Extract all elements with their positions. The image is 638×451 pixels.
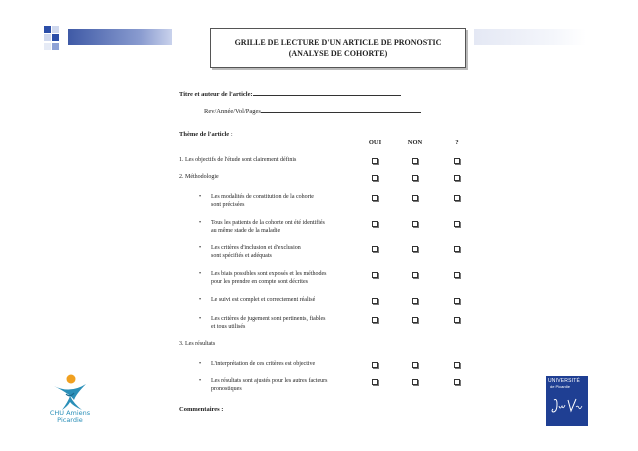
bullet-icon: • <box>199 316 202 322</box>
checkbox-unknown[interactable] <box>454 158 460 164</box>
header-decoration-bar-left <box>68 29 172 45</box>
checkbox-unknown[interactable] <box>454 175 460 181</box>
checkbox-non[interactable] <box>412 158 418 164</box>
chu-logo-text: CHU Amiens Picardie <box>49 409 91 424</box>
checkbox-oui[interactable] <box>372 272 378 278</box>
checkbox-unknown[interactable] <box>454 272 460 278</box>
question-text: au même stade de la maladie <box>211 227 281 234</box>
checkbox-oui[interactable] <box>372 246 378 252</box>
field-title-author-line <box>253 89 401 96</box>
jules-verne-signature-icon <box>551 396 583 416</box>
checkbox-non[interactable] <box>412 317 418 323</box>
checkbox-unknown[interactable] <box>454 246 460 252</box>
field-title-author-label: Titre et auteur de l'article: <box>179 91 253 98</box>
column-header-oui: OUI <box>368 139 382 146</box>
question-text: Les biais possibles sont exposés et les méthodes <box>211 271 327 277</box>
question-text: sont spécifiés et adéquats <box>211 252 272 259</box>
checkbox-unknown[interactable] <box>454 379 460 385</box>
checkbox-non[interactable] <box>412 221 418 227</box>
checkbox-non[interactable] <box>412 362 418 368</box>
header-decoration-bar-right <box>474 29 586 45</box>
checkbox-unknown[interactable] <box>454 317 460 323</box>
field-title-author <box>179 89 401 98</box>
field-reference-line <box>261 106 421 113</box>
checkbox-unknown[interactable] <box>454 362 460 368</box>
checkbox-non[interactable] <box>412 175 418 181</box>
chu-figure-icon <box>40 372 100 412</box>
field-reference-label: Rev/Année/Vol/Pages <box>204 108 261 115</box>
bullet-icon: • <box>199 361 202 367</box>
checkbox-non[interactable] <box>412 246 418 252</box>
checkbox-oui[interactable] <box>372 195 378 201</box>
universite-picardie-logo: UNIVERSITÉ de Picardie <box>546 376 588 426</box>
column-header-unknown: ? <box>455 139 459 146</box>
checkbox-unknown[interactable] <box>454 221 460 227</box>
checkbox-oui[interactable] <box>372 221 378 227</box>
checkbox-non[interactable] <box>412 298 418 304</box>
bullet-icon: • <box>199 271 202 277</box>
document-title-box <box>210 28 466 68</box>
bullet-icon: • <box>199 378 202 384</box>
comments-label: Commentaires : <box>179 406 224 413</box>
bullet-icon: • <box>199 245 202 251</box>
header-decoration-squares <box>44 26 60 52</box>
question-text: 2. Méthodologie <box>179 174 219 180</box>
bullet-icon: • <box>199 194 202 200</box>
theme-label: Thème de l'article : <box>179 131 233 138</box>
checkbox-non[interactable] <box>412 195 418 201</box>
question-text: Les critères de jugement sont pertinents, fiables <box>211 316 326 322</box>
checkbox-oui[interactable] <box>372 298 378 304</box>
question-text: Les modalités de constitution de la cohorte <box>211 194 314 200</box>
question-text: pronostiques <box>211 385 242 392</box>
question-text: pour les prendre en compte sont décrites <box>211 278 308 285</box>
checkbox-oui[interactable] <box>372 175 378 181</box>
question-text: sont précisées <box>211 201 245 208</box>
checkbox-oui[interactable] <box>372 158 378 164</box>
field-reference <box>204 106 421 115</box>
bullet-icon: • <box>199 220 202 226</box>
question-text: et tous utilisés <box>211 323 246 330</box>
question-text: L'interprétation de ces critères est objective <box>211 361 316 367</box>
document-title: GRILLE DE LECTURE D'UN ARTICLE DE PRONOSTIC <box>234 38 442 47</box>
question-text: Le suivi est complet et correctement réalisé <box>211 297 316 303</box>
question-text: Les critères d'inclusion et d'exclusion <box>211 245 301 251</box>
chu-amiens-logo <box>40 372 100 432</box>
column-header-non: NON <box>407 139 423 146</box>
checkbox-oui[interactable] <box>372 362 378 368</box>
checkbox-oui[interactable] <box>372 379 378 385</box>
question-text: Les résultats sont ajustés pour les autres facteurs <box>211 378 328 384</box>
question-text: 1. Les objectifs de l'étude sont clairement définis <box>179 157 297 163</box>
checkbox-unknown[interactable] <box>454 195 460 201</box>
checkbox-unknown[interactable] <box>454 298 460 304</box>
question-text: Tous les patients de la cohorte ont été identifiés <box>211 220 325 226</box>
bullet-icon: • <box>199 297 202 303</box>
document-subtitle: (ANALYSE DE COHORTE) <box>288 49 388 58</box>
checkbox-non[interactable] <box>412 379 418 385</box>
checkbox-non[interactable] <box>412 272 418 278</box>
checkbox-oui[interactable] <box>372 317 378 323</box>
question-text: 3. Les résultats <box>179 341 216 347</box>
